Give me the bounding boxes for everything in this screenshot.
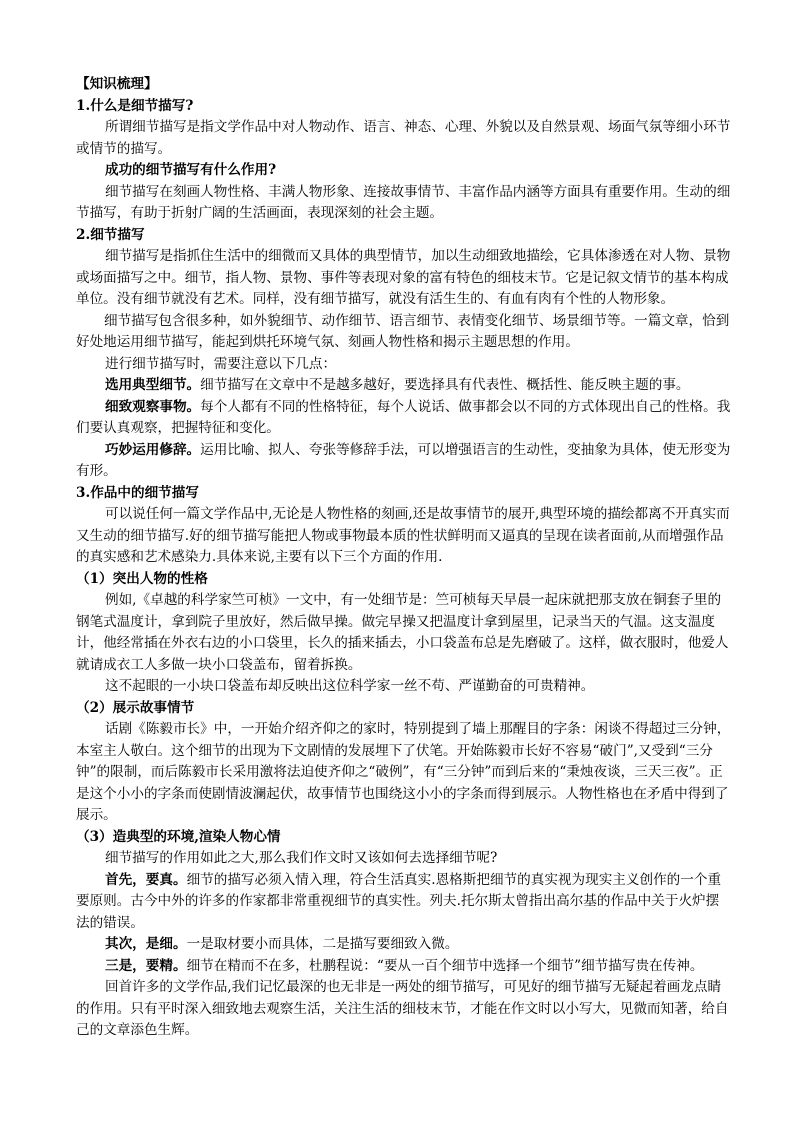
subsection-2-paragraph: 话剧《陈毅市长》中，一开始介绍齐仰之的家时，特别提到了墙上那醒目的字条：闲谈不得超过三分钟，本室主人敬白。这个细节的出现为下文剧情的发展埋下了伏笔。开始陈毅市长好不容易“破门”,又受到“三分钟”的限制，而后陈毅市长采用激将法迫使齐仰之“破例”，有“三分钟”而到后来的“秉烛夜谈，三天三夜”。正是这个小小的字条而使剧情波澜起伏，故事情节也围绕这小小的字条而得到展示。人物性格也在矛盾中得到了展示。 [76,721,731,823]
subsection-3-paragraph-final: 回首许多的文学作品,我们记忆最深的也无非是一两处的细节描写，可见好的细节描写无疑起着画龙点睛的作用。只有平时深入细致地去观察生活，关注生活的细枝末节，才能在作文时以小写大，见微而知著，给自己的文章添色生辉。 [76,979,729,1038]
document-page [76,74,732,1042]
section-2-title: 2.细节描写 [76,226,145,243]
section-1-question: 成功的细节描写有什么作用? [105,162,277,178]
point-1-text: 细节描写在文章中不是越多越好，要选择具有代表性、概括性、能反映主题的事。 [200,377,690,393]
section-2-point-1 [76,375,732,397]
subsection-1-paragraph-2: 这不起眼的一小块口袋盖布却反映出这位科学家一丝不苟、严谨勤奋的可贵精神。 [105,678,595,694]
subsection-1-title: （1）突出人物的性格 [76,570,208,587]
point-2-text: 每个人都有不同的性格特征，每个人说话、做事都会以不同的方式体现出自己的性格。我们要认真观察，把握特征和变化。 [76,398,731,436]
section-1-paragraph-2: 细节描写在刻画人物性格、丰满人物形象、连接故事情节、丰富作品内涵等方面具有重要作用。生动的细节描写，有助于折射广阔的生活画面，表现深刻的社会主题。 [76,183,731,221]
point-3-text: 运用比喻、拟人、夸张等修辞手法，可以增强语言的生动性，变抽象为具体，使无形变为有形。 [76,441,731,479]
point-second-text: 一是取材要小而具体，二是描写要细致入微。 [186,936,459,952]
point-second-lead: 其次，是细。 [105,936,187,952]
point-2-lead: 细致观察事物。 [105,398,201,415]
section-2-paragraph-2: 细节描写包含很多种，如外貌细节、动作细节、语言细节、表情变化细节、场景细节等。一篇文章，恰到好处地运用细节描写，能起到烘托环境气氛、刻画人物性格和揭示主题思想的作用。 [76,312,730,350]
point-1-lead: 选用典型细节。 [105,377,201,393]
section-2-point-3 [76,440,732,483]
section-3-title: 3.作品中的细节描写 [76,484,199,501]
subsection-3-point-3 [76,956,732,978]
subsection-1-paragraph: 例如,《卓越的科学家竺可桢》一文中，有一处细节是：竺可桢每天早晨一起床就把那支放在铜套子里的钢笔式温度计，拿到院子里放好，然后做早操。做完早操又把温度计拿到屋里，记录当天的气温。这支温度计，他经常插在外衣右边的小口袋里，长久的插来插去，小口袋盖布总是先磨破了。这样，做衣服时，他爱人就请成衣工人多做一块小口袋盖布，留着拆换。 [76,592,729,673]
point-third-lead: 三是，要精。 [105,957,187,974]
section-1-title: 1.什么是细节描写? [76,97,194,114]
subsection-3-paragraph: 细节描写的作用如此之大,那么我们作文时又该如何去选择细节呢? [105,850,498,866]
section-1-paragraph: 所谓细节描写是指文学作品中对人物动作、语言、神态、心理、外貌以及自然景观、场面气氛等细小环节或情节的描写。 [76,119,731,157]
subsection-3-point-2 [76,934,732,956]
section-2-paragraph-3: 进行细节描写时，需要注意以下几点： [105,355,337,372]
subsection-2-title: （2）展示故事情节 [76,699,195,716]
subsection-3-title: （3）造典型的环境,渲染人物心情 [76,828,281,845]
point-third-text: 细节在精而不在多，杜鹏程说：“要从一百个细节中选择一个细节”细节描写贵在传神。 [186,957,704,974]
section-2-paragraph: 细节描写是指抓住生活中的细微而又具体的典型情节，加以生动细致地描绘，它具体渗透在对人物、景物或场面描写之中。细节，指人物、景物、事件等表现对象的富有特色的细枝末节。它是记叙文情节的基本构成单位。没有细节就没有艺术。同样，没有细节描写，就没有活生生的、有血有肉有个性的人物形象。 [76,248,731,307]
section-3-paragraph: 可以说任何一篇文学作品中,无论是人物性格的刻画,还是故事情节的展开,典型环境的描绘都离不开真实而又生动的细节描写.好的细节描写能把人物或事物最本质的性状鲜明而又逼真的呈现在读者面前,从而增强作品的真实感和艺术感染力.具体来说,主要有以下三个方面的作用. [76,506,730,565]
section-2-point-2 [76,397,732,440]
point-3-lead: 巧妙运用修辞。 [105,441,201,458]
section-header: 【知识梳理】 [76,76,158,92]
point-first-lead: 首先，要真。 [105,871,187,888]
point-first-text: 细节的描写必须入情入理，符合生活真实.恩格斯把细节的真实视为现实主义创作的一个重要原则。古今中外的许多的作家都非常重视细节的真实性。列夫.托尔斯太曾指出高尔基的作品中关于火炉摆法的错误。 [76,871,722,931]
subsection-3-point-1 [76,870,732,935]
